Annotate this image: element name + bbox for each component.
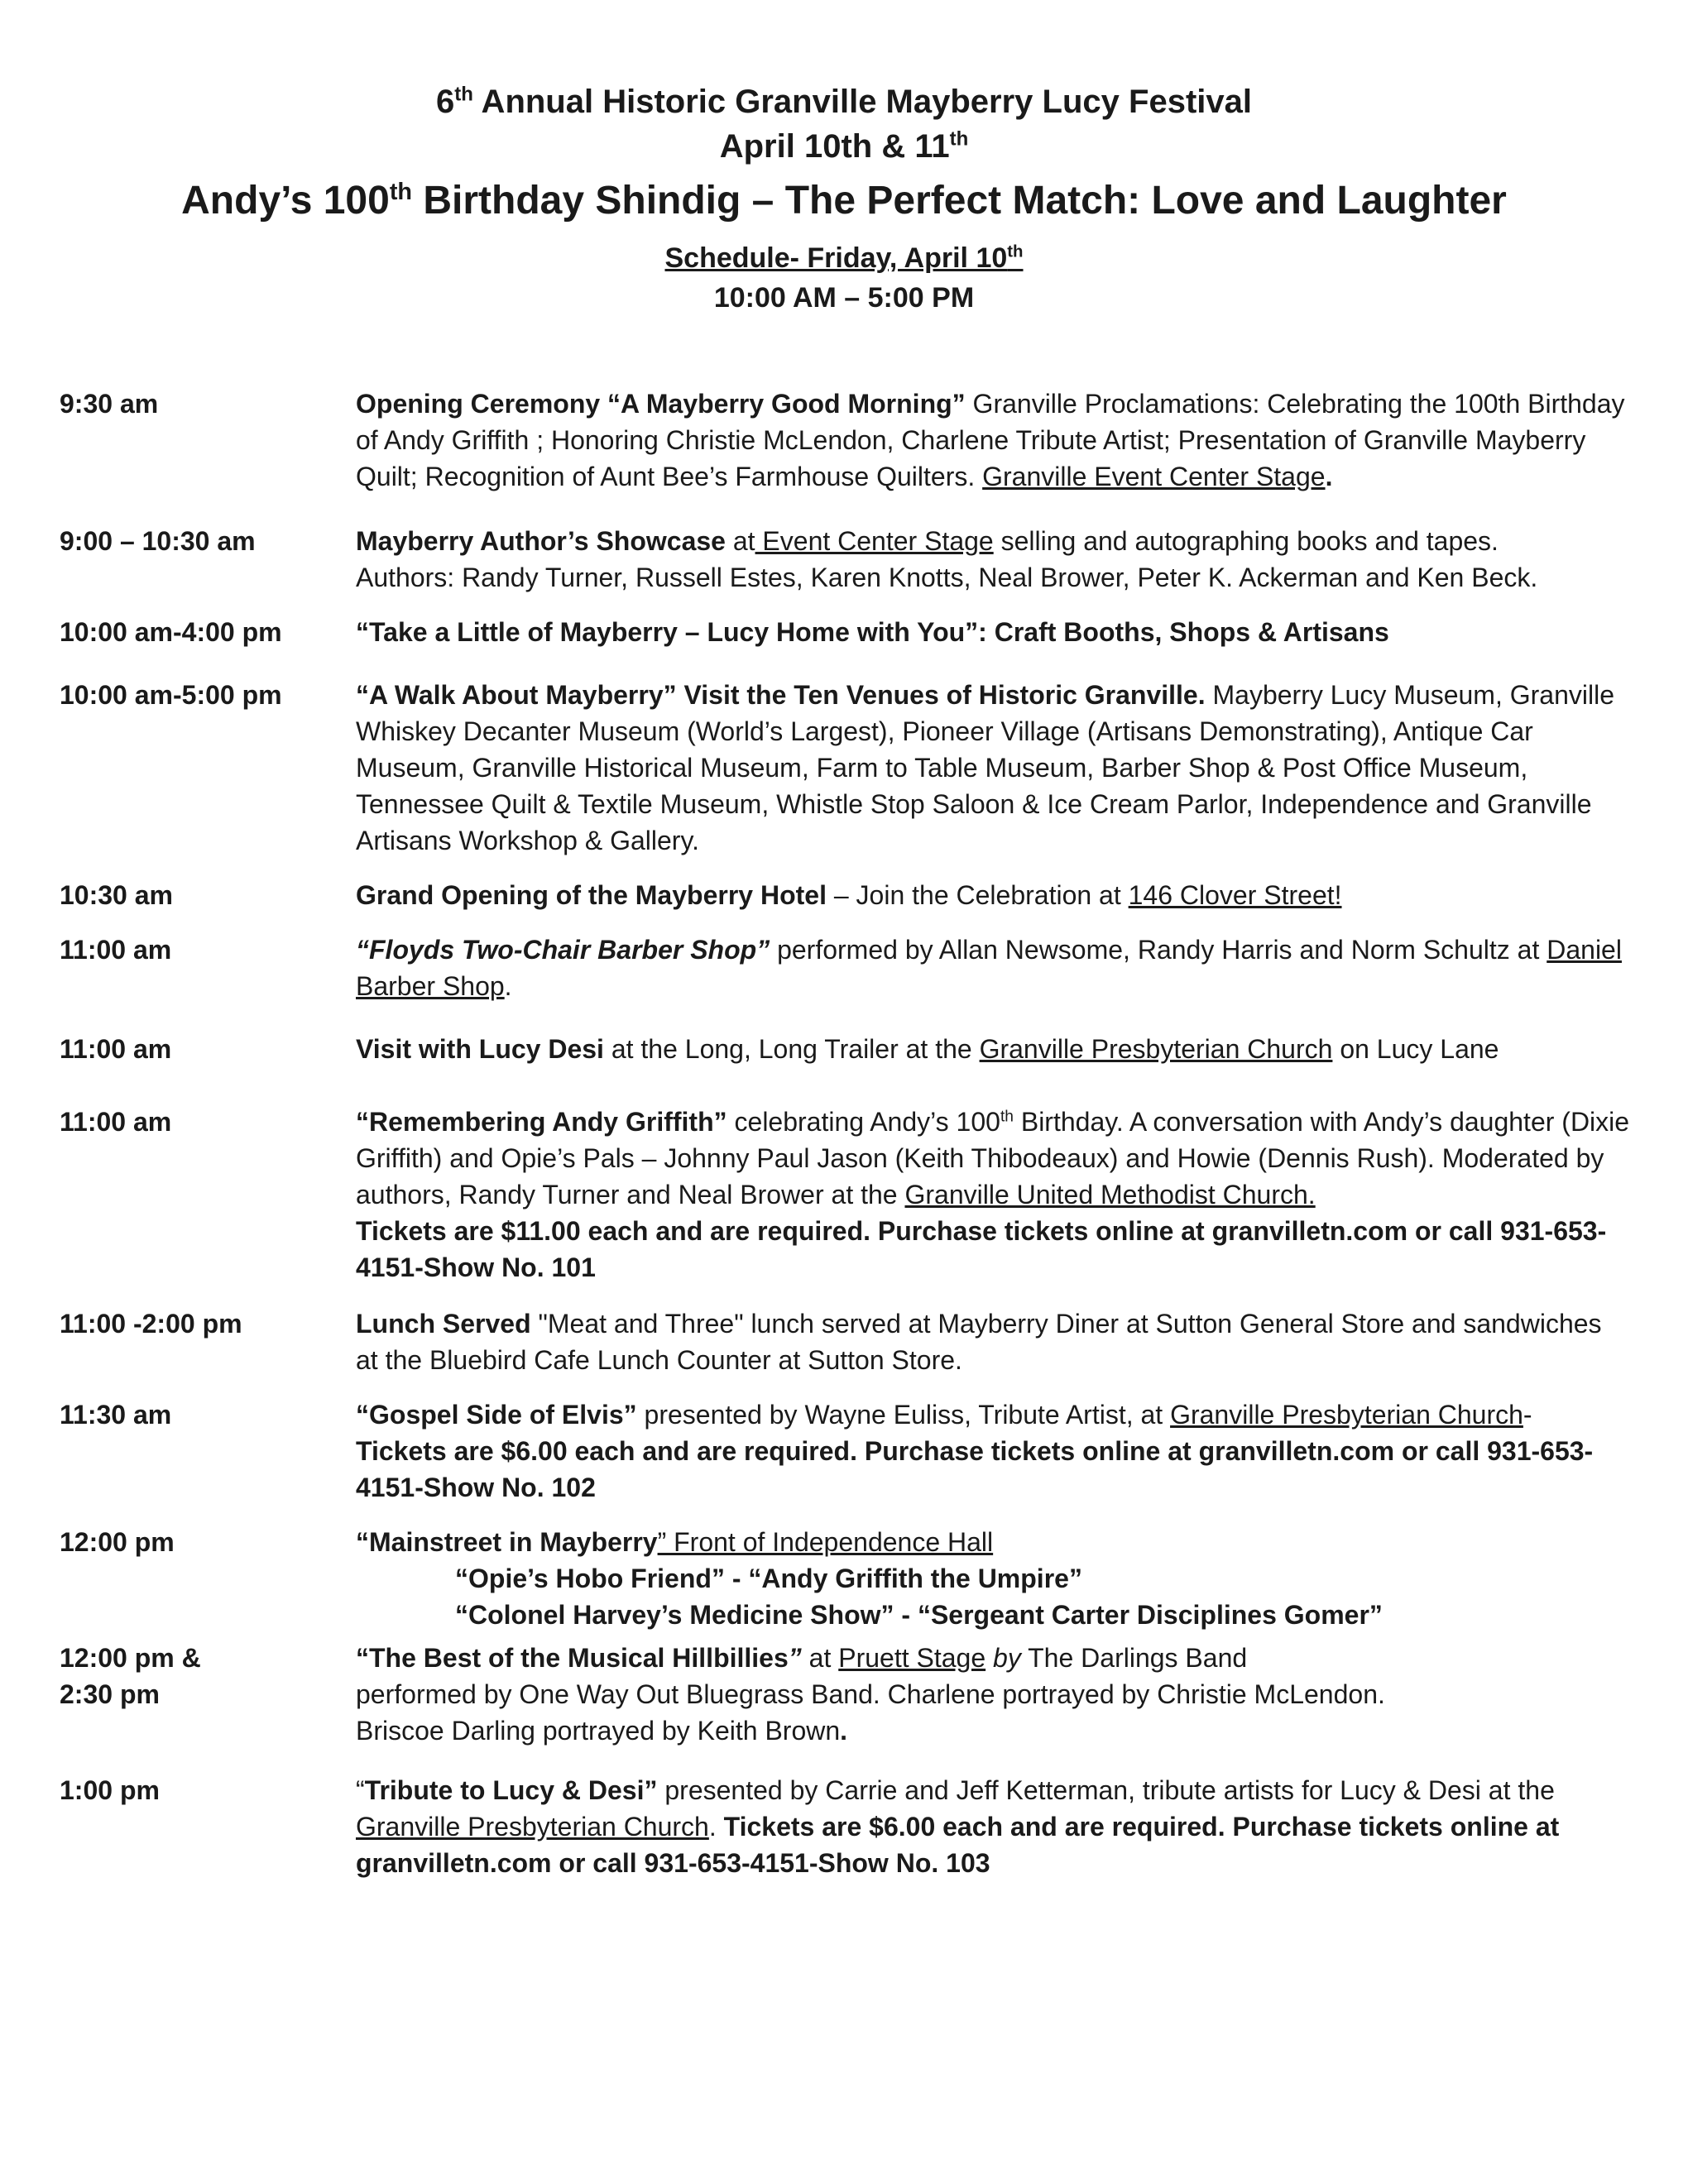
schedule-day: Schedule- Friday, April 10th — [664, 242, 1024, 274]
event-row — [0, 386, 1688, 523]
schedule-hours: 10:00 AM – 5:00 PM — [713, 282, 975, 314]
event-time: 11:00 am — [60, 1034, 172, 1064]
event-time: 11:30 am — [60, 1400, 172, 1430]
event-description: “Remembering Andy Griffith” celebrating Andy’s 100th Birthday. A conversation with Andy’s daughter (Dixie Griffith) and Opie’s Pals – Johnny Paul Jason (Keith Thibodeaux) and Howie (Dennis Rush). Moderated by authors, Randy Turner and Neal Brower at the Granville United Methodist Church. Tickets are $11.00 each and are required. Purchase tickets online at granvilletn.com or call 931-653-4151-Show No. 101 — [356, 1107, 1630, 1282]
event-description: “The Best of the Musical Hillbillies” at Pruett Stage by The Darlings Band performed by One Way Out Bluegrass Band. Charlene portrayed by Christie McLendon. Briscoe Darling portrayed by Keith Brown. — [356, 1643, 1385, 1746]
venue-link[interactable]: Daniel Barber Shop — [356, 935, 1622, 1001]
event-description: “Gospel Side of Elvis” presented by Wayne Euliss, Tribute Artist, at Granville Presbyterian Church- Tickets are $6.00 each and are required. Purchase tickets online at granvilletn.com or call 931-653-4151-Show No. 102 — [356, 1400, 1594, 1502]
header — [0, 79, 1688, 318]
event-time: 12:00 pm & 2:30 pm — [60, 1643, 201, 1709]
venue-link[interactable]: Granville Event Center Stage — [982, 462, 1326, 491]
event-description: “Mainstreet in Mayberry” Front of Independence Hall “Opie’s Hobo Friend” - “Andy Griffith the Umpire” “Colonel Harvey’s Medicine Show” - “Sergeant Carter Disciplines Gomer” — [356, 1524, 1630, 1633]
event-row — [0, 523, 1688, 614]
event-time: 10:00 am-5:00 pm — [60, 680, 282, 710]
festival-dates: April 10th & 11th — [719, 127, 969, 165]
event-description: Grand Opening of the Mayberry Hotel – Join the Celebration at 146 Clover Street! — [356, 880, 1342, 910]
event-time: 9:30 am — [60, 389, 159, 419]
event-row — [0, 1396, 1688, 1524]
venue-link[interactable]: Pruett Stage — [838, 1643, 986, 1673]
ticket-info: Tickets are $11.00 each and are required. Purchase tickets online at granvilletn.com or call 931-653-4151-Show No. 101 — [356, 1216, 1607, 1282]
event-row — [0, 677, 1688, 877]
ticket-info: Tickets are $6.00 each and are required. Purchase tickets online at granvilletn.com or call 931-653-4151-Show No. 102 — [356, 1436, 1594, 1502]
event-time: 1:00 pm — [60, 1775, 160, 1805]
event-time: 12:00 pm — [60, 1527, 175, 1557]
event-row — [0, 1640, 1688, 1772]
festival-theme: Andy’s 100th Birthday Shindig – The Perfect Match: Love and Laughter — [181, 179, 1507, 223]
event-description: Lunch Served "Meat and Three" lunch served at Mayberry Diner at Sutton General Store and sandwiches at the Bluebird Cafe Lunch Counter at Sutton Store. — [356, 1309, 1602, 1375]
event-list — [0, 386, 1688, 1888]
event-row — [0, 1031, 1688, 1104]
event-description: Visit with Lucy Desi at the Long, Long Trailer at the Granville Presbyterian Church on Lucy Lane — [356, 1034, 1499, 1064]
event-row — [0, 1305, 1688, 1396]
venue-link[interactable]: Granville United Methodist Church. — [904, 1180, 1316, 1209]
event-description: “A Walk About Mayberry” Visit the Ten Venues of Historic Granville. Mayberry Lucy Museum, Granville Whiskey Decanter Museum (World’s Largest), Pioneer Village (Artisans Demonstrating), Antique Car Museum, Granville Historical Museum, Farm to Table Museum, Barber Shop & Post Office Museum, Tennessee Quilt & Textile Museum, Whistle Stop Saloon & Ice Cream Parlor, Independence and Granville Artisans Workshop & Gallery. — [356, 680, 1614, 855]
venue-link[interactable]: ” Front of Independence Hall — [657, 1527, 994, 1557]
show-pair: “Colonel Harvey’s Medicine Show” - “Sergeant Carter Disciplines Gomer” — [455, 1600, 1383, 1630]
event-time: 11:00 -2:00 pm — [60, 1309, 242, 1339]
venue-link[interactable]: Event Center Stage — [755, 526, 994, 556]
event-description: “Floyds Two-Chair Barber Shop” performed by Allan Newsome, Randy Harris and Norm Schultz at Daniel Barber Shop. — [356, 935, 1622, 1001]
venue-link[interactable]: Granville Presbyterian Church — [1170, 1400, 1523, 1430]
event-row — [0, 932, 1688, 1031]
venue-link[interactable]: Granville Presbyterian Church — [979, 1034, 1333, 1064]
ticket-info: Tickets are $6.00 each and are required. Purchase tickets online at granvilletn.com or call 931-653-4151-Show No. 103 — [356, 1812, 1560, 1878]
show-pair: “Opie’s Hobo Friend” - “Andy Griffith the Umpire” — [455, 1564, 1082, 1593]
event-row — [0, 1524, 1688, 1640]
event-description: “Take a Little of Mayberry – Lucy Home with You”: Craft Booths, Shops & Artisans — [356, 617, 1389, 647]
festival-title: 6th Annual Historic Granville Mayberry Lucy Festival — [436, 83, 1252, 120]
event-time: 10:30 am — [60, 880, 173, 910]
event-description: Opening Ceremony “A Mayberry Good Morning” Granville Proclamations: Celebrating the 100th Birthday of Andy Griffith ; Honoring Christie McLendon, Charlene Tribute Artist; Presentation of Granville Mayberry Quilt; Recognition of Aunt Bee’s Farmhouse Quilters. Granville Event Center Stage. — [356, 389, 1625, 491]
event-time: 11:00 am — [60, 935, 172, 965]
event-row — [0, 877, 1688, 932]
event-description: “Tribute to Lucy & Desi” presented by Carrie and Jeff Ketterman, tribute artists for Lucy & Desi at the Granville Presbyterian Church. Tickets are $6.00 each and are required. Purchase tickets online at granvilletn.com or call 931-653-4151-Show No. 103 — [356, 1775, 1560, 1878]
event-row — [0, 1104, 1688, 1305]
event-row — [0, 614, 1688, 677]
event-description: Mayberry Author’s Showcase at Event Center Stage selling and autographing books and tapes. Authors: Randy Turner, Russell Estes, Karen Knotts, Neal Brower, Peter K. Ackerman and Ken Beck. — [356, 526, 1538, 592]
event-time: 11:00 am — [60, 1107, 172, 1137]
event-row — [0, 1772, 1688, 1888]
venue-link[interactable]: Granville Presbyterian Church — [356, 1812, 709, 1842]
event-time: 10:00 am-4:00 pm — [60, 617, 282, 647]
event-time: 9:00 – 10:30 am — [60, 526, 256, 556]
venue-link[interactable]: 146 Clover Street! — [1128, 880, 1342, 910]
